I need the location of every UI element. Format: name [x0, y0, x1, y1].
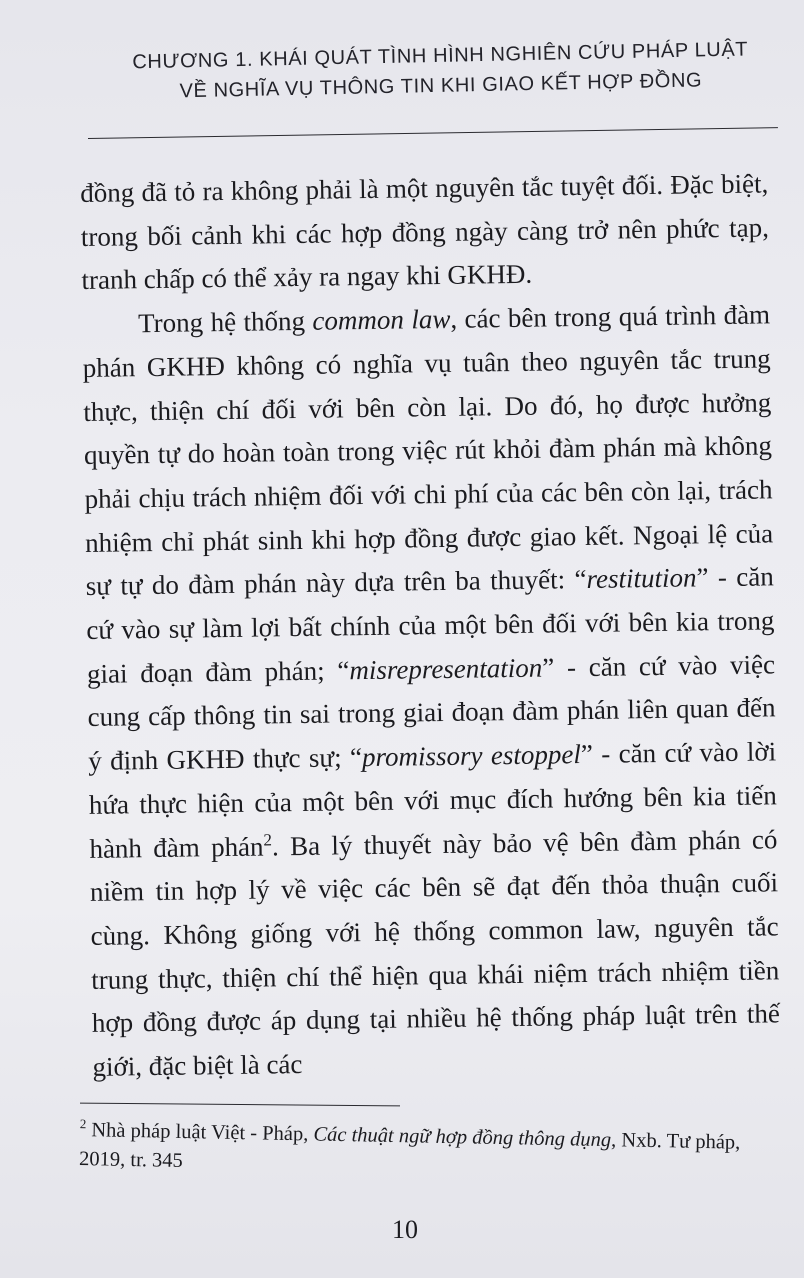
footnote-text-a: Nhà pháp luật Việt - Pháp, [86, 1119, 314, 1146]
footnote-rule [80, 1103, 400, 1107]
footnote [79, 1116, 780, 1187]
p2-text-e: ” - căn cứ vào lời hứa thực hiện của một bên với mục đích hướng bên kia tiến hành đàm phán [88, 736, 777, 864]
footnote-reference[interactable]: 2 [263, 829, 273, 850]
header-line-1: CHƯƠNG 1. KHÁI QUÁT TÌNH HÌNH NGHIÊN CỨU PHÁP LUẬT [132, 38, 749, 74]
page-number: 10 [392, 1215, 418, 1244]
term-promissory-estoppel: promissory estoppel [361, 739, 582, 773]
header-line-2: VỀ NGHĨA VỤ THÔNG TIN KHI GIAO KẾT HỢP ĐỒNG [179, 69, 703, 103]
paragraph-1: đồng đã tỏ ra không phải là một nguyên tắc tuyệt đối. Đặc biệt, trong bối cảnh khi các hợp đồng ngày càng trở nên phức tạp, tranh chấp có thể xảy ra ngay khi GKHĐ. [80, 168, 770, 296]
p2-text-d: ” - căn cứ vào việc cung cấp thông tin sai trong giai đoạn đàm phán liên quan đến ý định GKHĐ thực sự; “ [87, 649, 776, 777]
p2-text-f: . Ba lý thuyết này bảo vệ bên đàm phán có niềm tin hợp lý về việc các bên sẽ đạt đến thỏa thuận cuối cùng. Không giống với hệ thống common law, nguyên tắc trung thực, thiện chí thể hiện qua khái niệm trách nhiệm tiền hợp đồng được áp dụng tại nhiều hệ thống pháp luật trên thế giới, đặc biệt là các [89, 823, 781, 1082]
footnote-book-title: Các thuật ngữ hợp đồng thông dụng [313, 1123, 612, 1152]
term-restitution: restitution [586, 562, 697, 595]
body-text [80, 162, 781, 1089]
footnote-number: 2 [79, 1116, 87, 1132]
p2-text-c: ” - căn cứ vào sự làm lợi bất chính của một bên đối với bên kia trong giai đoạn đàm phán; “ [86, 561, 775, 689]
running-header [100, 34, 781, 108]
footnote-text-b: , Nxb. Tư pháp, 2019, tr. 345 [78, 1129, 741, 1172]
paragraph-2 [82, 293, 781, 1089]
p2-text-a: Trong hệ thống [137, 305, 313, 339]
term-common-law: common law [312, 303, 451, 336]
header-rule [88, 127, 778, 139]
term-misrepresentation: misrepresentation [349, 652, 543, 686]
p2-text-b: , các bên trong quá trình đàm phán GKHĐ không có nghĩa vụ tuân theo nguyên tắc trung thực, thiện chí đối với bên còn lại. Do đó, họ được hưởng quyền tự do hoàn toàn trong việc rút khỏi đàm phán mà không phải chịu trách nhiệm đối với chi phí của các bên còn lại, trách nhiệm chỉ phát sinh khi hợp đồng được giao kết. Ngoại lệ của sự tự do đàm phán này dựa trên ba thuyết: “ [82, 299, 774, 602]
